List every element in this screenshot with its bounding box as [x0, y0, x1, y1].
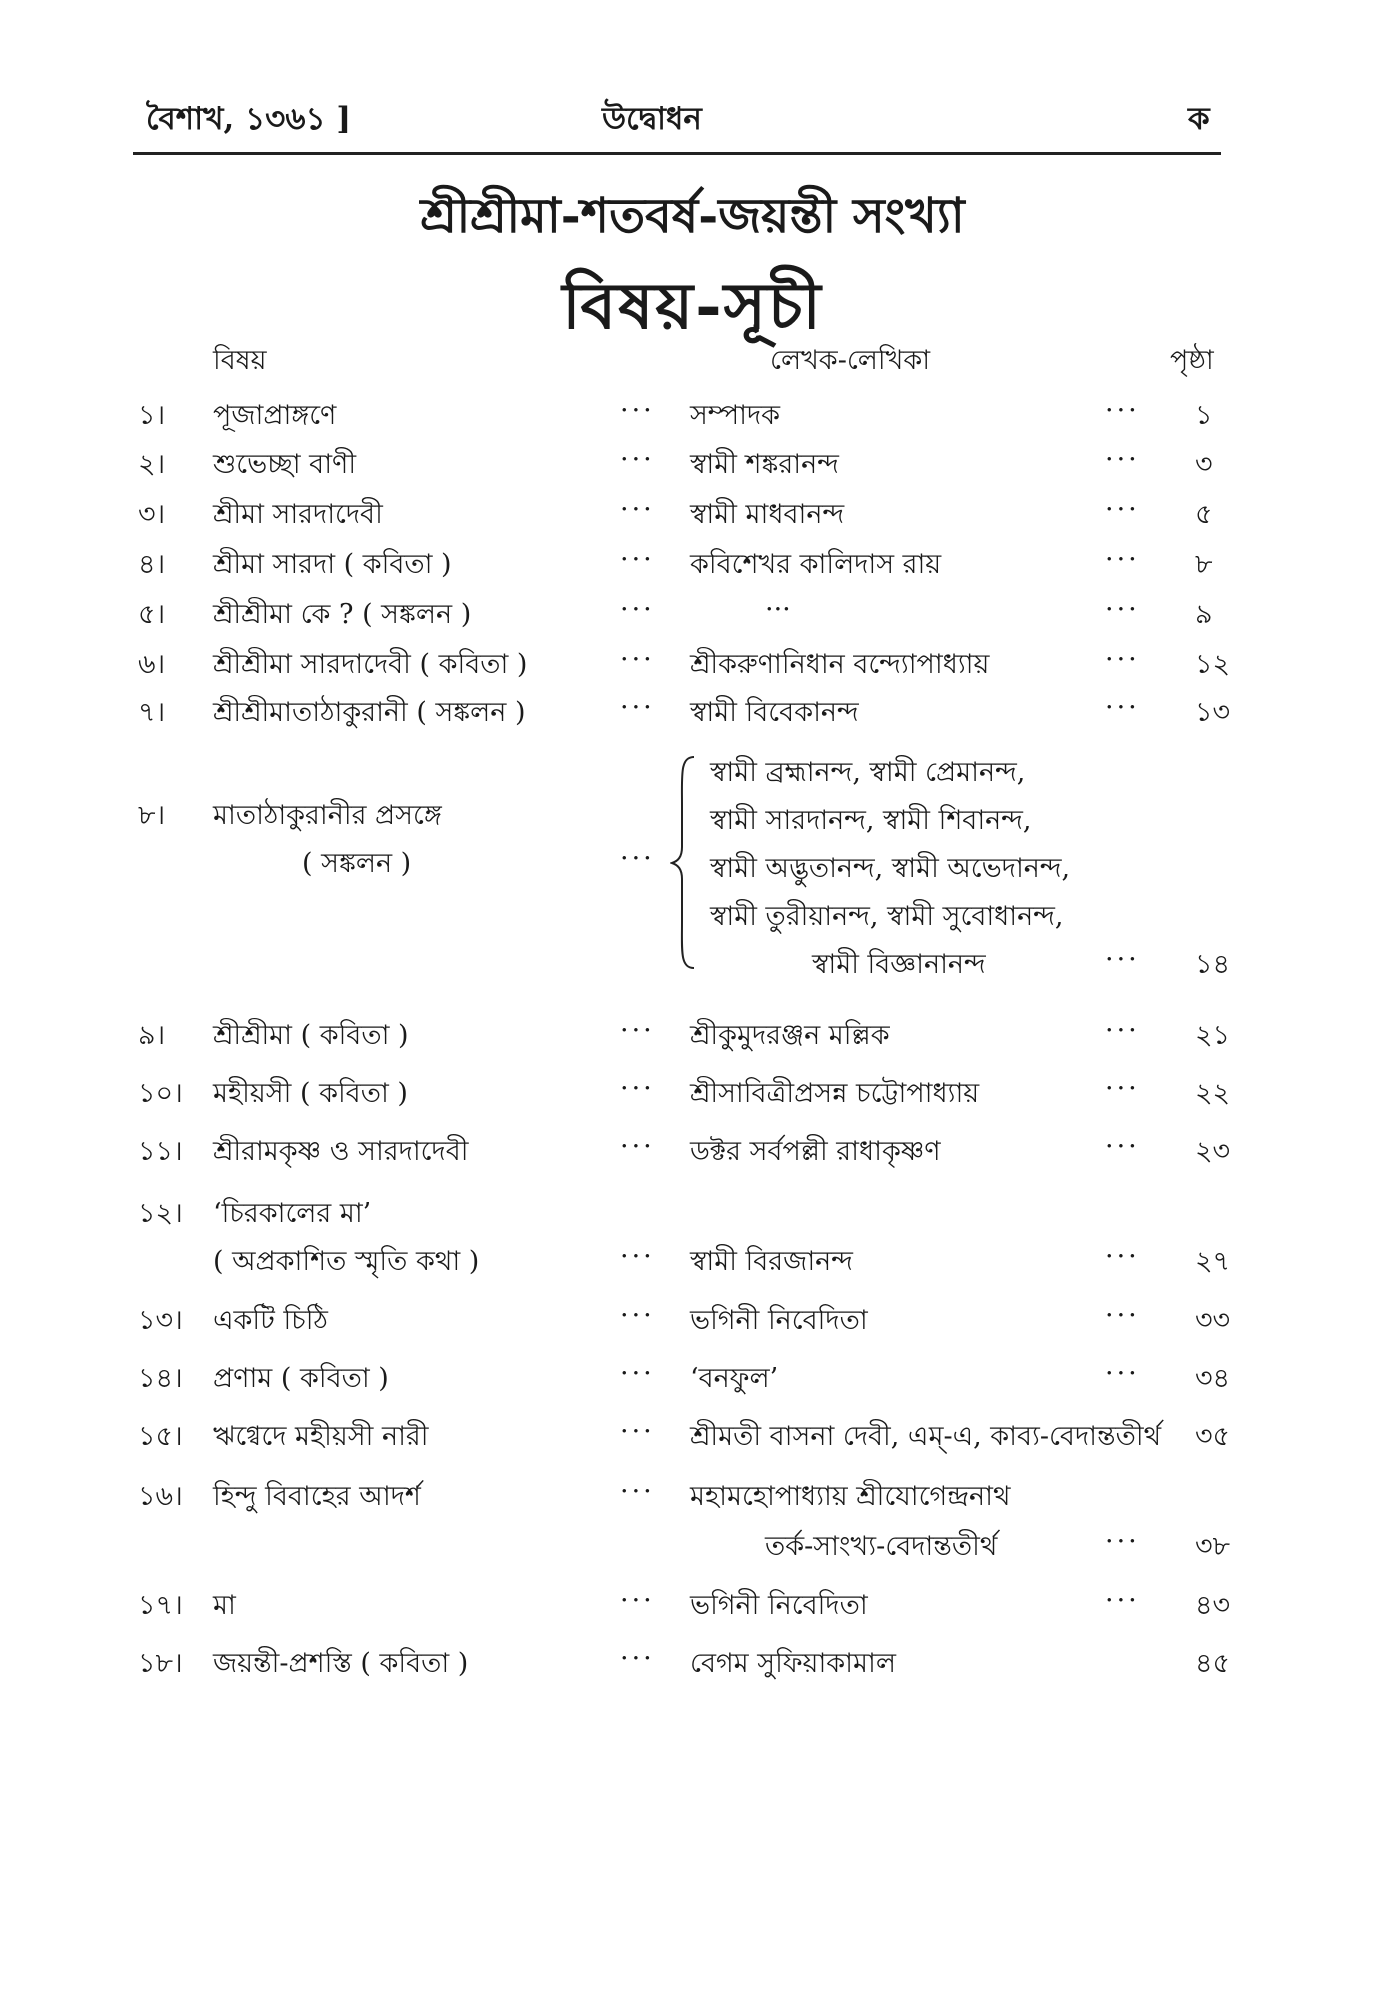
row-subject: হিন্দু বিবাহের আদর্শ	[213, 1481, 421, 1512]
row-author-line: স্বামী সারদানন্দ, স্বামী শিবানন্দ,	[710, 805, 1032, 836]
row-subject: শ্রীরামকৃষ্ণ ও সারদাদেবী	[213, 1136, 469, 1167]
leader-dots: ···	[1105, 1526, 1140, 1557]
row-author-line: স্বামী তুরীয়ানন্দ, স্বামী সুবোধানন্দ,	[710, 901, 1064, 932]
leader-dots: ···	[620, 1643, 655, 1674]
header-page-letter: ক	[1188, 101, 1210, 137]
row-page: ৩	[1195, 449, 1213, 480]
row-author: সম্পাদক	[690, 400, 781, 431]
header-date: বৈশাখ, ১৩৬১ ]	[146, 101, 352, 137]
toc-row	[0, 644, 1385, 690]
leader-dots: ···	[620, 1241, 655, 1272]
leader-dots: ···	[1105, 944, 1140, 975]
toc-row	[0, 444, 1385, 490]
row-number: ১৭।	[138, 1590, 183, 1621]
row-subject: পূজাপ্রাঙ্গণে	[213, 400, 337, 431]
row-number: ১৪।	[138, 1363, 183, 1394]
row-number: ৯।	[138, 1020, 166, 1051]
leader-dots: ···	[620, 644, 655, 675]
row-number: ৫।	[138, 599, 166, 630]
toc-row	[0, 395, 1385, 441]
issue-title: শ্রীশ্রীমা-শতবর্ষ-জয়ন্তী সংখ্যা	[420, 188, 965, 244]
row-subject: শুভেচ্ছা বাণী	[213, 449, 357, 480]
row-subject: মাতাঠাকুরানীর প্রসঙ্গে	[213, 800, 442, 831]
row-number: ১৩।	[138, 1305, 183, 1336]
row-author: শ্রীকরুণানিধান বন্দ্যোপাধ্যায়	[690, 649, 990, 680]
leader-dots: ···	[1105, 1241, 1140, 1272]
row-number: ১০।	[138, 1078, 183, 1109]
row-page: ১৩	[1195, 697, 1231, 728]
row-author: স্বামী বিবেকানন্দ	[690, 697, 859, 728]
row-author: কবিশেখর কালিদাস রায়	[690, 549, 942, 580]
leader-dots: ···	[1105, 544, 1140, 575]
leader-dots: ···	[620, 1416, 655, 1447]
leader-dots: ···	[620, 1073, 655, 1104]
row-page: ১	[1195, 400, 1213, 431]
row-number: ৩।	[138, 499, 166, 530]
leader-dots: ···	[620, 1476, 655, 1507]
row-author: ভগিনী নিবেদিতা	[690, 1590, 868, 1621]
row-number: ১৬।	[138, 1481, 183, 1512]
toc-row	[0, 544, 1385, 590]
leader-dots: ···	[1105, 692, 1140, 723]
row-page: ২১	[1195, 1020, 1231, 1051]
leader-dots: ···	[1105, 395, 1140, 426]
row-number: ২।	[138, 449, 166, 480]
column-header-author: লেখক-লেখিকা	[770, 345, 931, 376]
row-subject: শ্রীশ্রীমা কে ? ( সঙ্কলন )	[213, 599, 472, 630]
row-page: ৫	[1195, 499, 1213, 530]
leader-dots: ···	[620, 544, 655, 575]
row-author-line: স্বামী ব্রহ্মানন্দ, স্বামী প্রেমানন্দ,	[710, 757, 1026, 788]
leader-dots: ···	[620, 494, 655, 525]
row-author-line: স্বামী অদ্ভুতানন্দ, স্বামী অভেদানন্দ,	[710, 853, 1071, 884]
row-author: ···	[765, 594, 791, 625]
leader-dots: ···	[620, 692, 655, 723]
row-page: ২৩	[1195, 1136, 1231, 1167]
row-page: ৪৩	[1195, 1590, 1231, 1621]
leader-dots: ···	[620, 1358, 655, 1389]
leader-dots: ···	[1105, 594, 1140, 625]
row-page: ৩৪	[1195, 1363, 1231, 1394]
leader-dots: ···	[620, 395, 655, 426]
toc-row	[0, 1193, 1385, 1239]
leader-dots: ···	[1105, 644, 1140, 675]
row-author: শ্রীসাবিত্রীপ্রসন্ন চট্টোপাধ্যায়	[690, 1078, 980, 1109]
leader-dots: ···	[620, 1015, 655, 1046]
row-subject: জয়ন্তী-প্রশস্তি ( কবিতা )	[213, 1648, 469, 1679]
row-subject: শ্রীশ্রীমা সারদাদেবী ( কবিতা )	[213, 649, 528, 680]
leader-dots: ···	[620, 1585, 655, 1616]
leader-dots: ···	[1105, 1073, 1140, 1104]
leader-dots: ···	[620, 594, 655, 625]
row-author: ভগিনী নিবেদিতা	[690, 1305, 868, 1336]
row-author: মহামহোপাধ্যায় শ্রীযোগেন্দ্রনাথ	[690, 1481, 1011, 1512]
leader-dots: ···	[1105, 1131, 1140, 1162]
row-number: ৭।	[138, 697, 166, 728]
row-number: ১৫।	[138, 1421, 183, 1452]
toc-row	[0, 1073, 1385, 1119]
leader-dots: ···	[1105, 1585, 1140, 1616]
row-subject: শ্রীমা সারদা ( কবিতা )	[213, 549, 452, 580]
row-number: ৬।	[138, 649, 166, 680]
leader-dots: ···	[1105, 1015, 1140, 1046]
leader-dots: ···	[620, 1300, 655, 1331]
row-page: ৩৫	[1195, 1421, 1231, 1452]
row-page: ৪৫	[1195, 1648, 1231, 1679]
leader-dots: ···	[1105, 494, 1140, 525]
leader-dots: ···	[620, 444, 655, 475]
toc-row	[0, 1131, 1385, 1177]
row-page: ১২	[1195, 649, 1231, 680]
header-rule	[133, 152, 1221, 155]
row-number: ১।	[138, 400, 166, 431]
toc-row	[0, 1015, 1385, 1061]
contents-title: বিষয়-সূচী	[562, 269, 823, 344]
toc-row-continued	[0, 944, 1385, 990]
row-author-line: স্বামী বিজ্ঞানানন্দ	[812, 949, 986, 980]
row-page: ৯	[1195, 599, 1213, 630]
column-header-subject: বিষয়	[213, 345, 267, 376]
row-author: ‘বনফুল’	[690, 1363, 779, 1394]
row-subject: ‘চিরকালের মা’	[213, 1198, 372, 1229]
row-page: ২২	[1195, 1078, 1231, 1109]
column-header-page: পৃষ্ঠা	[1170, 345, 1214, 376]
toc-row-continued	[0, 1526, 1385, 1572]
row-subject: শ্রীমা সারদাদেবী	[213, 499, 383, 530]
row-number: ১৮।	[138, 1648, 183, 1679]
toc-row	[0, 1585, 1385, 1631]
leader-dots: ···	[1105, 444, 1140, 475]
row-author: স্বামী শঙ্করানন্দ	[690, 449, 839, 480]
curly-brace	[670, 755, 700, 970]
header-journal-name: উদ্বোধন	[602, 101, 702, 137]
row-page: ৩৩	[1195, 1305, 1231, 1336]
toc-row	[0, 494, 1385, 540]
row-number: ১১।	[138, 1136, 183, 1167]
row-number: ৮।	[138, 800, 166, 831]
toc-row	[0, 1643, 1385, 1689]
row-subject-line2: ( অপ্রকাশিত স্মৃতি কথা )	[213, 1246, 480, 1277]
toc-row-continued	[0, 1241, 1385, 1287]
row-subject: একটি চিঠি	[213, 1305, 328, 1336]
row-author: বেগম সুফিয়াকামাল	[690, 1648, 896, 1679]
row-page: ৮	[1195, 549, 1213, 580]
toc-row	[0, 1300, 1385, 1346]
toc-row	[0, 594, 1385, 640]
leader-dots: ···	[620, 843, 655, 874]
leader-dots: ···	[620, 1131, 655, 1162]
row-author: স্বামী মাধবানন্দ	[690, 499, 845, 530]
row-number: ৪।	[138, 549, 166, 580]
row-page: ১৪	[1195, 949, 1231, 980]
row-subject: ঋগ্বেদে মহীয়সী নারী	[213, 1421, 429, 1452]
row-author: ডক্টর সর্বপল্লী রাধাকৃষ্ণণ	[690, 1136, 941, 1167]
row-page: ৩৮	[1195, 1531, 1231, 1562]
toc-row	[0, 1476, 1385, 1522]
row-author-line2: তর্ক-সাংখ্য-বেদান্ততীর্থ	[765, 1531, 998, 1562]
toc-row	[0, 1358, 1385, 1404]
row-page: ২৭	[1195, 1246, 1231, 1277]
toc-row	[0, 692, 1385, 738]
row-subject: মা	[213, 1590, 236, 1621]
leader-dots: ···	[1105, 1300, 1140, 1331]
row-subject: শ্রীশ্রীমা ( কবিতা )	[213, 1020, 409, 1051]
row-number: ১২।	[138, 1198, 183, 1229]
row-subject: শ্রীশ্রীমাতাঠাকুরানী ( সঙ্কলন )	[213, 697, 526, 728]
row-author: স্বামী বিরজানন্দ	[690, 1246, 853, 1277]
row-author: শ্রীকুমুদরঞ্জন মল্লিক	[690, 1020, 890, 1051]
row-subject: মহীয়সী ( কবিতা )	[213, 1078, 408, 1109]
row-subject: প্রণাম ( কবিতা )	[213, 1363, 389, 1394]
leader-dots: ···	[1105, 1358, 1140, 1389]
row-author: শ্রীমতী বাসনা দেবী, এম্-এ, কাব্য-বেদান্ততীর্থ	[690, 1421, 1162, 1452]
row-subject-line2: ( সঙ্কলন )	[302, 848, 412, 879]
toc-row	[0, 1416, 1385, 1462]
